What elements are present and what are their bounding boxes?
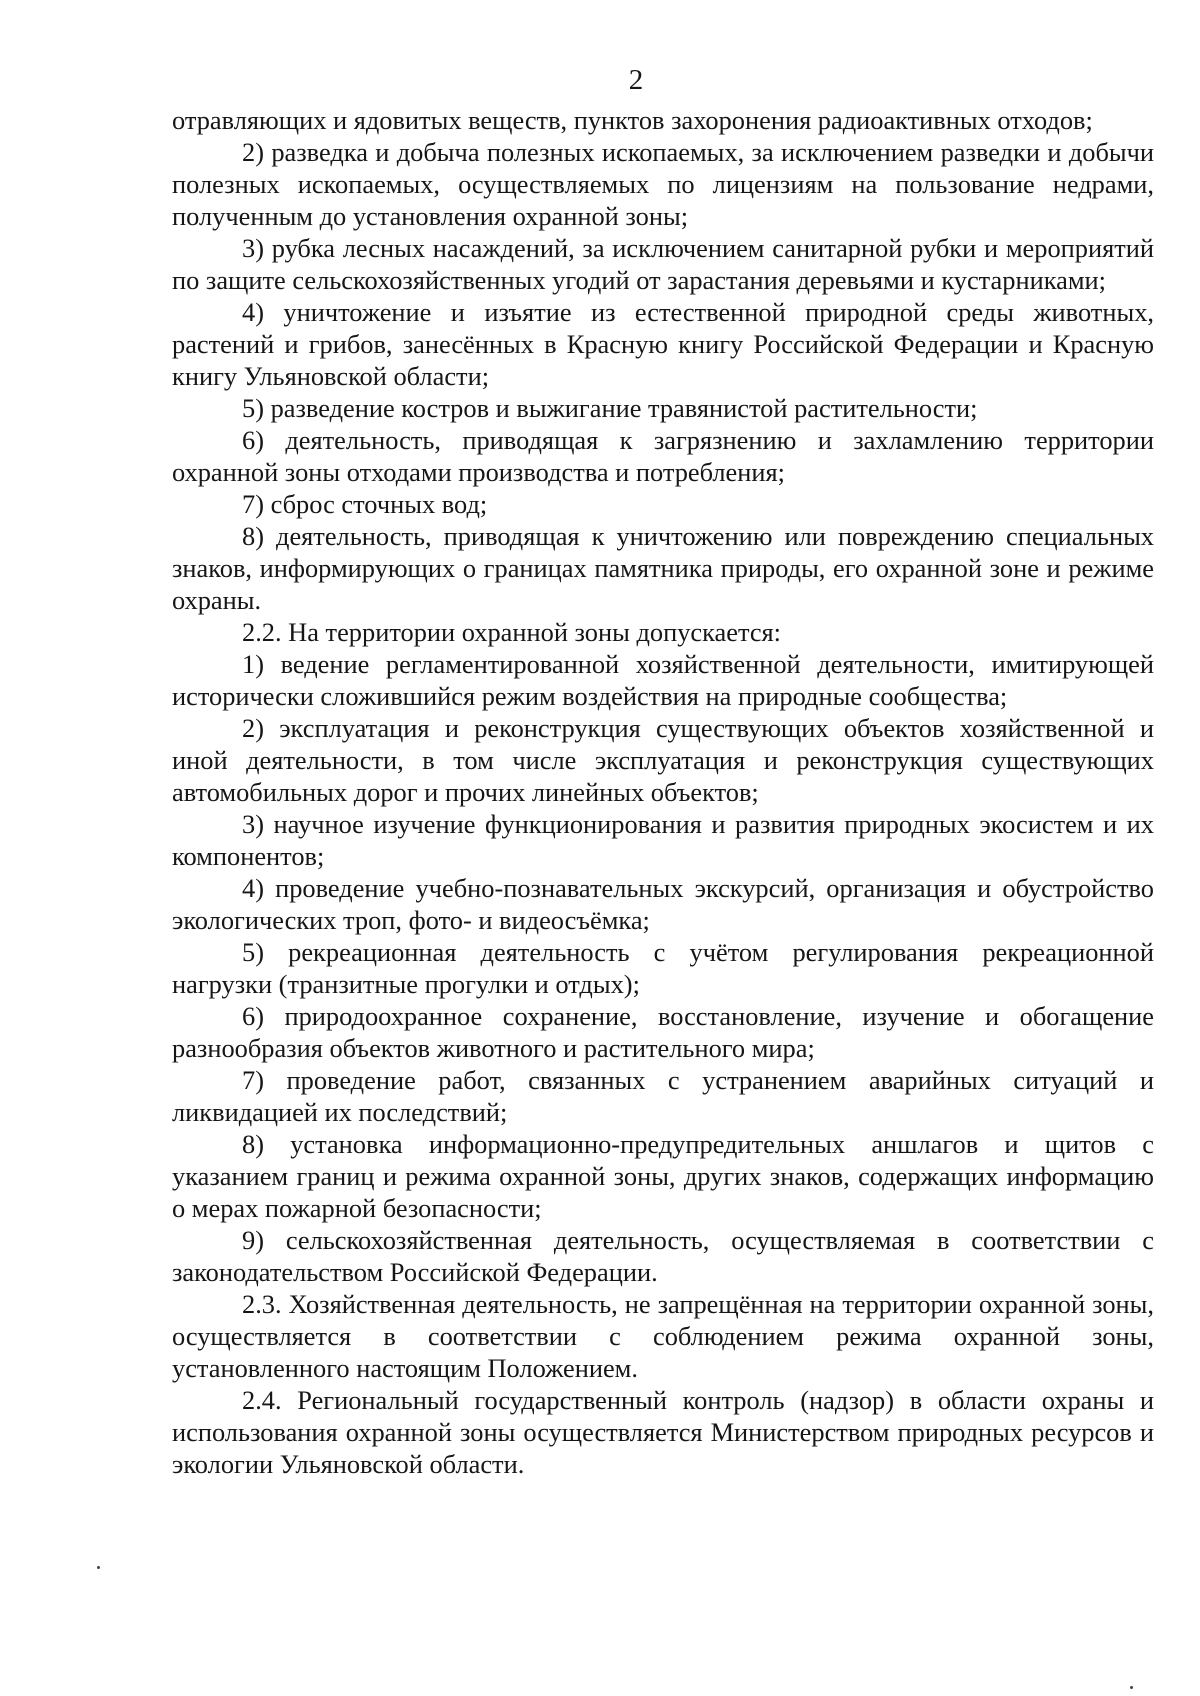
paragraph: 2.3. Хозяйственная деятельность, не запрещённая на территории охранной зоны, осуществляется в соответствии с соблюдением режима охранной зоны, установленного настоящим Положением. [172,1289,1154,1383]
paragraph: 6) деятельность, приводящая к загрязнению и захламлению территории охранной зоны отходами производства и потребления; [172,425,1154,487]
paragraph: 5) разведение костров и выжигание травянистой растительности; [242,393,978,423]
paragraph: 9) сельскохозяйственная деятельность, осуществляемая в соответствии с законодательством Российской Федерации. [172,1225,1154,1287]
paragraph: 6) природоохранное сохранение, восстановление, изучение и обогащение разнообразия объектов животного и растительного мира; [172,1001,1154,1063]
paragraph: 5) рекреационная деятельность с учётом регулирования рекреационной нагрузки (транзитные прогулки и отдых); [172,937,1154,999]
section-heading-paragraph: 2.2. На территории охранной зоны допускается: [242,617,781,647]
paragraph: 8) установка информационно-предупредительных аншлагов и щитов с указанием границ и режима охранной зоны, других знаков, содержащих информацию о мерах пожарной безопасности; [172,1129,1154,1223]
paragraph: отравляющих и ядовитых веществ, пунктов захоронения радиоактивных отходов; [172,105,1093,135]
paragraph: 7) сброс сточных вод; [242,489,488,519]
paragraph: 3) научное изучение функционирования и развития природных экосистем и их компонентов; [172,809,1154,871]
paragraph: 2) эксплуатация и реконструкция существующих объектов хозяйственной и иной деятельности, в том числе эксплуатация и реконструкция существующих автомобильных дорог и прочих линейных объектов; [172,713,1154,807]
page-number: 2 [628,64,644,96]
paragraph: 4) уничтожение и изъятие из естественной природной среды животных, растений и грибов, занесённых в Красную книгу Российской Федерации и Красную книгу Ульяновской области; [172,297,1154,391]
paragraph: 7) проведение работ, связанных с устранением аварийных ситуаций и ликвидацией их последствий; [172,1065,1154,1127]
paragraph: 3) рубка лесных насаждений, за исключением санитарной рубки и мероприятий по защите сельскохозяйственных угодий от зарастания деревьями и кустарниками; [172,233,1154,295]
scan-speck [97,1566,100,1569]
paragraph: 8) деятельность, приводящая к уничтожению или повреждению специальных знаков, информирующих о границах памятника природы, его охранной зоне и режиме охраны. [172,521,1154,615]
paragraph: 2) разведка и добыча полезных ископаемых, за исключением разведки и добычи полезных ископаемых, осуществляемых по лицензиям на пользование недрами, полученным до установления охранной зоны; [172,137,1154,231]
paragraph: 2.4. Региональный государственный контроль (надзор) в области охраны и использования охранной зоны осуществляется Министерством природных ресурсов и экологии Ульяновской области. [172,1385,1154,1479]
document-body [172,104,1154,1480]
paragraph: 4) проведение учебно-познавательных экскурсий, организация и обустройство экологических троп, фото- и видеосъёмка; [172,873,1154,935]
scan-speck [1130,1686,1133,1689]
paragraph: 1) ведение регламентированной хозяйственной деятельности, имитирующей исторически сложившийся режим воздействия на природные сообщества; [172,649,1154,711]
